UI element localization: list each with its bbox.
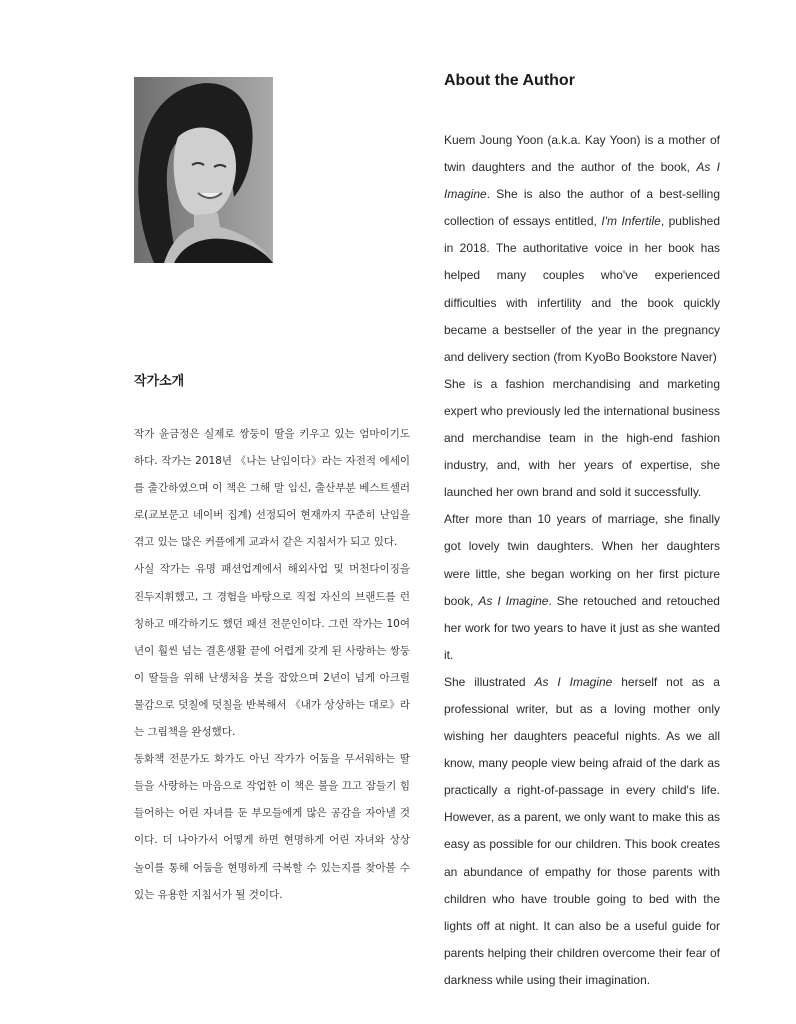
korean-paragraph: 작가 윤금정은 실제로 쌍둥이 딸을 키우고 있는 엄마이기도 하다. 작가는 2018년 《나는 난임이다》라는 자전적 에세이를 출간하였으며 이 책은 그해 말 임신, 출산부분 베스트셀러로(교보문고 네이버 집계) 선정되어 현재까지 꾸준히 난임을 겪고 있는 많은 커플에게 교과서 같은 지침서가 되고 있다. <box>134 428 410 549</box>
text-run: She is a fashion merchandising and marketing expert who previously led the international business and merchandise team in the high-end fashion industry, and, with her years of expertise, she launched her own brand and sold it successfully. <box>444 376 720 500</box>
text-run: After more than 10 years of marriage, she finally got lovely twin daughters. When her daughters were little, she began working on her first picture book, <box>444 512 720 608</box>
english-heading: About the Author <box>444 72 575 89</box>
text-run: herself not as a professional writer, but as a loving mother only wishing her daughters peaceful nights. As we all know, many people view being afraid of the dark as practically a right-of-passage in every child's life. However, as a parent, we only want to make this as easy as possible for our children. This book creates an abundance of empathy for those parents with children who have trouble going to bed with the lights off at night. It can also be a useful guide for parents helping their children overcome their fear of darkness while using their imagination. <box>444 674 720 987</box>
text-run: . She retouched and retouched her work for two years to have it just as she wanted it. <box>444 593 720 662</box>
text-run: , published in 2018. The authoritative voice in her book has helped many couples who've experienced difficulties with infertility and the book quickly became a bestseller of the year in the pregnancy and delivery section (from KyoBo Bookstore Naver) <box>444 214 721 364</box>
book-title-italic: As I Imagine <box>444 160 721 202</box>
korean-heading: 작가소개 <box>134 374 185 389</box>
english-paragraph <box>444 669 720 994</box>
book-title-italic: I'm Infertile <box>601 214 661 229</box>
english-paragraph <box>444 371 720 506</box>
korean-paragraph: 사실 작가는 유명 패션업계에서 해외사업 및 머천다이징을 진두지휘했고, 그 경험을 바탕으로 직접 자신의 브랜드를 런칭하고 매각하기도 했던 패션 전문인이다. 그런 작가는 10여 년이 훨씬 넘는 결혼생활 끝에 어렵게 갖게 된 사랑하는 쌍둥이 딸들을 위해 난생처음 붓을 잡았으며 2년이 넘게 아크릴 물감으로 덧칠에 덧칠을 반복해서 《내가 상상하는 대로》라는 그림책을 완성했다. <box>134 563 410 739</box>
book-title-italic: As I Imagine <box>478 593 549 608</box>
korean-biography <box>134 421 410 909</box>
book-title-italic: As I Imagine <box>534 674 613 689</box>
text-run: She illustrated <box>444 674 535 689</box>
english-paragraph <box>444 127 720 371</box>
text-run: Kuem Joung Yoon (a.k.a. Kay Yoon) is a mother of twin daughters and the author of the book, <box>444 133 720 175</box>
author-photo <box>134 77 273 263</box>
korean-paragraph: 동화책 전문가도 화가도 아닌 작가가 어둠을 무서워하는 딸들을 사랑하는 마음으로 작업한 이 책은 불을 끄고 잠들기 힘들어하는 어린 자녀를 둔 부모들에게 많은 공감을 자아낼 것이다. 더 나아가서 어떻게 하면 현명하게 어린 자녀와 상상 놀이를 통해 어둠을 현명하게 극복할 수 있는지를 찾아볼 수 있는 유용한 지침서가 될 것이다. <box>134 753 410 901</box>
english-biography <box>444 127 720 994</box>
english-paragraph <box>444 506 720 669</box>
text-run: . She is also the author of a best-selling collection of essays entitled, <box>444 187 720 229</box>
author-portrait-image <box>134 77 273 263</box>
